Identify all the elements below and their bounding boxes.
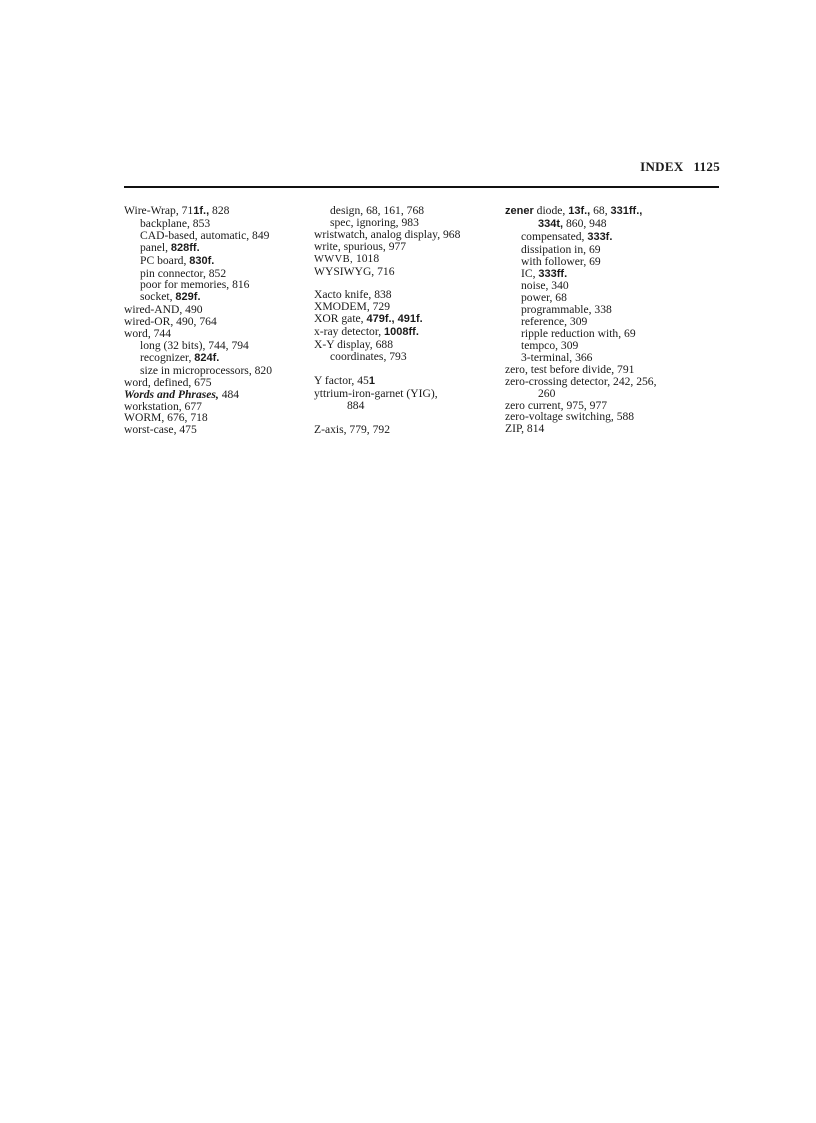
header-title: INDEX bbox=[640, 159, 684, 174]
entry-text: word, 744 bbox=[124, 327, 172, 341]
index-subentry bbox=[314, 351, 499, 363]
index-entry bbox=[124, 424, 309, 436]
entry-text: 830f. bbox=[189, 254, 215, 267]
entry-text: recognizer, bbox=[140, 350, 195, 364]
entry-text: PC board, bbox=[140, 253, 190, 267]
entry-text: long (32 bits), 744, 794 bbox=[140, 338, 249, 352]
entry-text: design, 68, 161, 768 bbox=[330, 204, 425, 217]
entry-text: WORM, 676, 718 bbox=[124, 411, 208, 425]
entry-text: WYSIWYG, 716 bbox=[314, 264, 395, 278]
index-entry bbox=[314, 388, 499, 400]
entry-text: power, 68 bbox=[521, 291, 567, 305]
entry-text: write, spurious, 977 bbox=[314, 239, 407, 253]
entry-text: WWVB, bbox=[314, 253, 354, 265]
entry-text: Words and Phrases, bbox=[124, 387, 219, 401]
entry-text: noise, 340 bbox=[521, 279, 569, 293]
entry-text: zero-crossing detector, 242, 256, bbox=[505, 374, 657, 388]
entry-text: worst-case, 475 bbox=[124, 423, 197, 437]
entry-text: workstation, 677 bbox=[124, 399, 202, 413]
entry-text: programmable, 338 bbox=[521, 303, 612, 317]
index-entry bbox=[314, 266, 499, 278]
entry-text: XOR gate, bbox=[314, 312, 367, 326]
entry-text: Z-axis, 779, 792 bbox=[314, 422, 390, 436]
entry-text: zener bbox=[505, 205, 534, 217]
entry-text: ZIP, 814 bbox=[505, 422, 545, 436]
entry-text: 260 bbox=[538, 386, 556, 400]
entry-text: 334t, bbox=[538, 217, 564, 230]
page-header bbox=[640, 159, 720, 175]
entry-text: 824f. bbox=[194, 351, 220, 364]
entry-text: IC, bbox=[521, 266, 539, 280]
index-entry bbox=[505, 205, 720, 218]
entry-text: 484 bbox=[218, 387, 240, 401]
entry-text: 1f., bbox=[193, 205, 210, 217]
entry-text: 884 bbox=[347, 398, 365, 412]
entry-text: 331ff., bbox=[610, 205, 643, 217]
entry-text: panel, bbox=[140, 240, 171, 254]
entry-text: 333ff. bbox=[538, 267, 568, 280]
entry-text: wristwatch, analog display, 968 bbox=[314, 227, 461, 241]
page-number: 1125 bbox=[693, 159, 720, 174]
entry-text: wired-OR, 490, 764 bbox=[124, 315, 217, 329]
entry-text: yttrium-iron-garnet (YIG), bbox=[314, 386, 438, 400]
entry-text: 829f. bbox=[175, 291, 201, 304]
entry-text: 828 bbox=[209, 204, 230, 217]
entry-text: socket, bbox=[140, 290, 176, 304]
entry-text: 13f., bbox=[568, 205, 591, 217]
entry-text: poor for memories, 816 bbox=[140, 278, 250, 292]
entry-text: 860, 948 bbox=[563, 216, 607, 230]
entry-text: XMODEM, 729 bbox=[314, 300, 391, 314]
entry-text: 828ff. bbox=[170, 241, 200, 254]
entry-text: word, defined, 675 bbox=[124, 375, 212, 389]
entry-text: coordinates, 793 bbox=[330, 349, 407, 363]
entry-text: reference, 309 bbox=[521, 315, 588, 329]
entry-text: Y factor, 45 bbox=[314, 373, 369, 387]
entry-text: zero, test before divide, 791 bbox=[505, 362, 635, 376]
entry-text: 333f. bbox=[587, 230, 613, 243]
entry-text: x-ray detector, bbox=[314, 325, 385, 339]
entry-text: ripple reduction with, 69 bbox=[521, 327, 636, 341]
entry-text: with follower, 69 bbox=[521, 254, 601, 268]
entry-text: 1018 bbox=[353, 251, 380, 265]
entry-text: 1 bbox=[368, 374, 375, 387]
entry-text: Xacto knife, 838 bbox=[314, 288, 392, 302]
entry-text: wired-AND, 490 bbox=[124, 303, 203, 317]
index-column-2 bbox=[314, 205, 499, 436]
index-column-1 bbox=[124, 205, 309, 436]
entry-text: backplane, 853 bbox=[140, 216, 211, 230]
entry-text: tempco, 309 bbox=[521, 338, 579, 352]
index-entry bbox=[505, 423, 720, 435]
entry-text: pin connector, 852 bbox=[140, 266, 227, 280]
entry-text: 1008ff. bbox=[384, 326, 419, 339]
header-rule bbox=[124, 186, 719, 188]
entry-text: 479f., 491f. bbox=[366, 313, 423, 326]
entry-text: Wire-Wrap, 71 bbox=[124, 204, 194, 217]
entry-text: dissipation in, 69 bbox=[521, 242, 601, 256]
entry-text: size in microprocessors, 820 bbox=[140, 363, 273, 377]
entry-text: zero current, 975, 977 bbox=[505, 398, 608, 412]
entry-text: compensated, bbox=[521, 229, 588, 243]
entry-text: spec, ignoring, 983 bbox=[330, 215, 419, 229]
entry-text: zero-voltage switching, 588 bbox=[505, 410, 635, 424]
entry-text: 68, bbox=[590, 204, 611, 217]
entry-text: X-Y display, 688 bbox=[314, 338, 393, 352]
index-column-3 bbox=[505, 205, 720, 435]
entry-text: 3-terminal, 366 bbox=[521, 350, 593, 364]
index-subentry bbox=[314, 400, 499, 412]
index-entry bbox=[314, 241, 499, 253]
index-entry bbox=[314, 424, 499, 436]
entry-text: diode, bbox=[533, 204, 569, 217]
entry-text: CAD-based, automatic, 849 bbox=[140, 228, 270, 242]
